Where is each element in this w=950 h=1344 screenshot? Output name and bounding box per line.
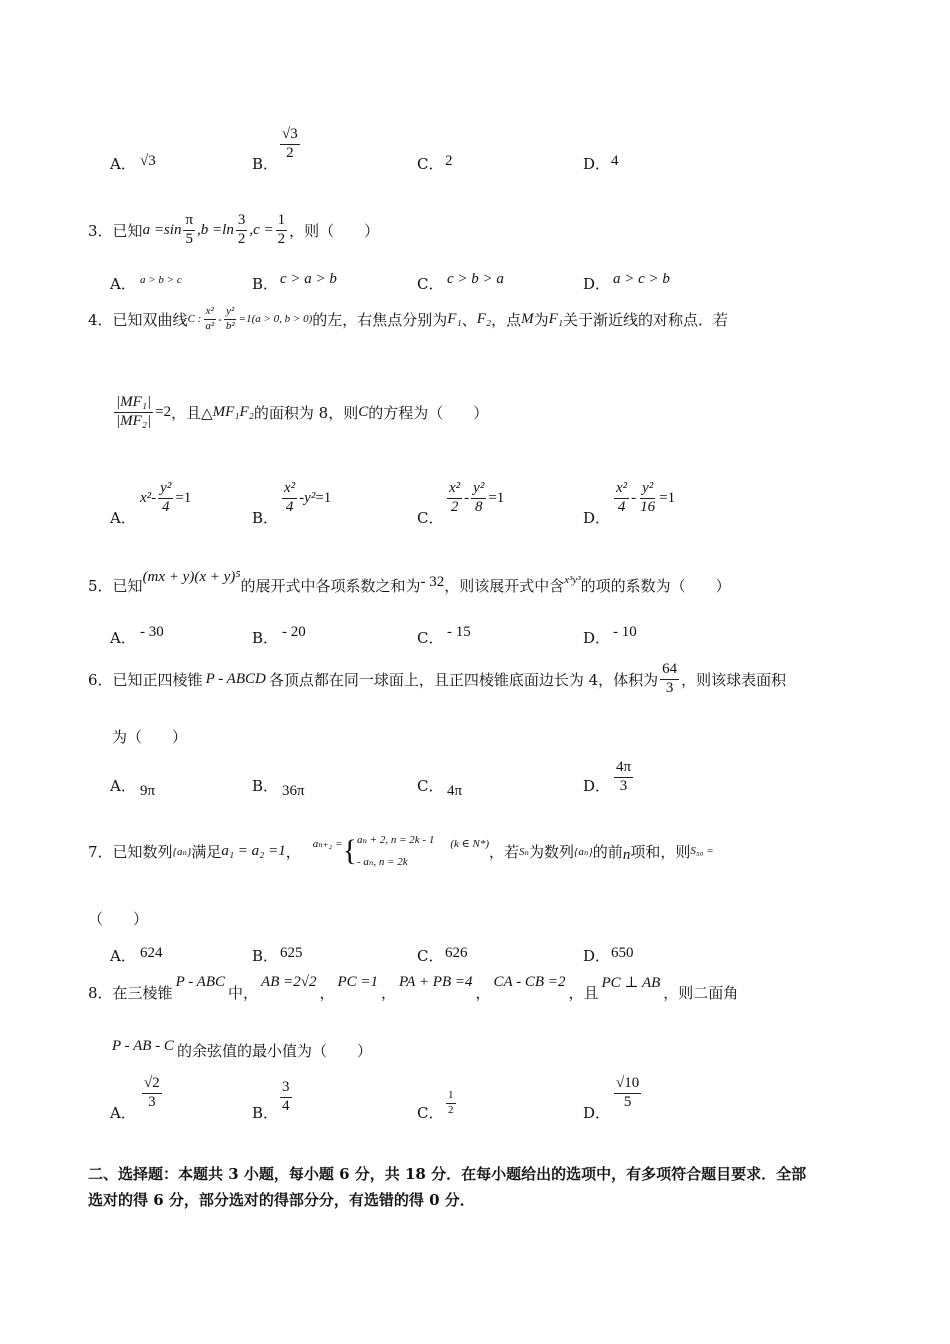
q5-suffix: 的项的系数为（ ） bbox=[580, 577, 731, 595]
q4-mid1: 的左，右焦点分别为 bbox=[312, 310, 448, 329]
q3-a-expr: a =sin bbox=[142, 221, 182, 238]
q3-one: 1 bbox=[276, 213, 288, 231]
q8-option-d-fraction bbox=[614, 1076, 641, 1111]
q4-b-y2: y² bbox=[304, 489, 316, 506]
q6-option-d-denominator: 3 bbox=[619, 777, 628, 794]
q4-option-a-label: A． bbox=[110, 509, 136, 527]
q8-option-b-numerator: 3 bbox=[280, 1080, 292, 1098]
q4-a-den: 4 bbox=[161, 498, 170, 515]
q4-option-c-label: C． bbox=[417, 509, 444, 527]
q2-option-c-label: C． bbox=[417, 155, 444, 173]
q4-d-den2: 16 bbox=[640, 498, 656, 515]
q4-stem-line2 bbox=[112, 395, 488, 430]
q2-option-b-label: B． bbox=[252, 155, 279, 173]
q2-option-b-fraction bbox=[280, 127, 300, 162]
q4-triangle: MF₁F₂ bbox=[212, 403, 254, 420]
q4-option-a-value bbox=[140, 481, 191, 516]
q2-option-b-numerator: √3 bbox=[280, 127, 300, 145]
q5-option-b-label: B． bbox=[252, 629, 279, 647]
q8-option-c-label: C． bbox=[417, 1104, 444, 1122]
q3-two: 2 bbox=[237, 230, 246, 247]
q4-c-y2: y² bbox=[471, 481, 486, 499]
q6-number: 6． bbox=[88, 670, 113, 689]
q3-option-b-label: B． bbox=[252, 275, 279, 293]
q4-y2: y² bbox=[224, 306, 236, 320]
q4-a-minus: - bbox=[151, 489, 157, 506]
q3-option-b-value: c > a > b bbox=[280, 271, 337, 287]
q4-option-b-label: B． bbox=[252, 509, 279, 527]
q6-option-d-label: D． bbox=[583, 777, 611, 795]
section-2-line2: 选对的得 6 分，部分选对的得部分分，有选错的得 0 分． bbox=[88, 1191, 475, 1209]
q6-option-a-label: A． bbox=[110, 777, 136, 795]
q5-option-a-value: - 30 bbox=[140, 624, 164, 640]
q4-x2-over-a2 bbox=[203, 306, 216, 332]
q8-pyramid: P - ABC bbox=[175, 974, 226, 990]
q7-case2: - aₙ, n = 2k bbox=[356, 856, 408, 868]
q8-ab: AB =2√2 bbox=[261, 974, 317, 990]
q8-option-d-denominator: 5 bbox=[623, 1093, 632, 1110]
q4-b-minus: - bbox=[299, 489, 305, 506]
q8-option-c-denominator: 2 bbox=[448, 1103, 454, 1116]
q4-ratio-numerator: |MF₁| bbox=[114, 395, 153, 413]
q8-option-a-label: A． bbox=[110, 1104, 136, 1122]
q3-option-a-label: A． bbox=[110, 275, 136, 293]
q3-three: 3 bbox=[236, 213, 248, 231]
q4-d-eq: =1 bbox=[659, 489, 676, 506]
q4-option-c-value bbox=[445, 481, 504, 516]
q8-perp: PC ⊥ AB bbox=[601, 975, 661, 991]
q8-mid2: ，且 bbox=[568, 984, 599, 1002]
q8-option-c-numerator: 1 bbox=[446, 1090, 456, 1104]
q7-cases bbox=[357, 829, 434, 873]
q8-suffix: ，则二面角 bbox=[663, 984, 739, 1002]
q4-c-colon: C : bbox=[187, 313, 202, 326]
q5-option-c-value: - 15 bbox=[447, 624, 471, 640]
q4-y2-over-b2 bbox=[224, 306, 237, 332]
q6-prefix: 已知正四棱锥 bbox=[112, 670, 203, 689]
q5-option-c-label: C． bbox=[417, 629, 444, 647]
q3-two-b: 2 bbox=[277, 230, 286, 247]
q5-mid2: ，则该展开式中含 bbox=[444, 577, 565, 595]
q4-f1b: F₁ bbox=[548, 310, 563, 327]
q3-number: 3． bbox=[88, 221, 113, 240]
q7-lhs: aₙ₊₂ = bbox=[312, 837, 343, 850]
q8-number: 8． bbox=[88, 984, 113, 1002]
q2-option-a-label: A． bbox=[110, 155, 136, 173]
q6-option-b-label: B． bbox=[252, 777, 279, 795]
q5-option-d-value: - 10 bbox=[613, 624, 637, 640]
q8-pc: PC =1 bbox=[337, 974, 379, 990]
q7-option-d-value: 650 bbox=[611, 945, 634, 961]
q6-stem bbox=[88, 662, 786, 697]
q4-b2: b² bbox=[225, 319, 235, 332]
q7-mid5: 项和，则 bbox=[630, 842, 691, 861]
q8-option-a-numerator: √2 bbox=[142, 1076, 162, 1094]
q4-stem bbox=[88, 306, 728, 332]
q4-b-den: 4 bbox=[285, 498, 294, 515]
q4-c-eq: =1 bbox=[488, 489, 505, 506]
q8-stem-line2 bbox=[112, 1040, 372, 1061]
q7-seq: {aₙ} bbox=[172, 845, 192, 858]
q4-d-fraction2 bbox=[638, 481, 657, 516]
q6-pyramid: P - ABCD bbox=[205, 670, 266, 687]
q8-option-a-denominator: 3 bbox=[148, 1093, 156, 1110]
q4-ratio bbox=[114, 395, 153, 430]
q7-number: 7． bbox=[88, 842, 113, 861]
q4-c-minus: - bbox=[464, 489, 470, 506]
q7-sn: Sₙ bbox=[519, 845, 530, 858]
q7-option-b-label: B． bbox=[252, 947, 279, 965]
q7-stem bbox=[88, 820, 714, 882]
q4-option-d-label: D． bbox=[583, 509, 611, 527]
q4-line2-b: 的面积为 8，则 bbox=[253, 403, 359, 422]
q2-option-d-label: D． bbox=[583, 155, 611, 173]
q4-condition: =1(a > 0, b > 0) bbox=[238, 313, 313, 326]
section-2-line1: 二、选择题：本题共 3 小题，每小题 6 分，共 18 分．在每小题给出的选项中，有多项符合题目要求．全部 bbox=[88, 1165, 807, 1183]
q6-option-d-fraction bbox=[614, 760, 633, 795]
q7-option-d-label: D． bbox=[583, 947, 611, 965]
q6-option-c-label: C． bbox=[417, 777, 444, 795]
q4-sep: 、 bbox=[461, 310, 477, 329]
q4-d-y2: y² bbox=[640, 481, 655, 499]
q8-angle: P - AB - C bbox=[112, 1038, 174, 1054]
q4-minus: - bbox=[218, 312, 222, 326]
q4-f1: F₁ bbox=[447, 310, 462, 327]
q7-init: a₁ = a₂ =1 bbox=[221, 842, 286, 859]
q5-option-d-label: D． bbox=[583, 629, 611, 647]
q3-b-expr: ,b =ln bbox=[197, 221, 234, 238]
q4-mid3: 为 bbox=[533, 310, 549, 329]
q8-c1: ， bbox=[319, 984, 335, 1002]
q8-c2: ， bbox=[381, 984, 397, 1002]
q4-b-eq: =1 bbox=[315, 489, 332, 506]
q7-n: n bbox=[622, 846, 631, 863]
q6-stem-line2: 为（ ） bbox=[112, 728, 188, 746]
q8-option-c-fraction bbox=[446, 1090, 456, 1116]
q6-mid1: 各顶点都在同一球面上，且正四棱锥底面边长为 4，体积为 bbox=[268, 670, 659, 689]
q5-prefix: 已知 bbox=[112, 577, 143, 595]
q8-option-d-label: D． bbox=[583, 1104, 611, 1122]
q3-option-c-label: C． bbox=[417, 275, 444, 293]
q7-prefix: 已知数列 bbox=[112, 842, 173, 861]
q4-line2-c: 的方程为（ ） bbox=[368, 403, 489, 422]
q2-option-a-value: √3 bbox=[140, 153, 156, 169]
q7-mid1: 满足 bbox=[191, 842, 222, 861]
q4-c-x2: x² bbox=[447, 481, 462, 499]
q4-c-fraction2 bbox=[471, 481, 486, 516]
q4-d-fraction1 bbox=[614, 481, 629, 516]
q8-cacb: CA - CB =2 bbox=[493, 974, 566, 990]
q6-option-c-value: 4π bbox=[447, 783, 463, 799]
q6-volume bbox=[660, 662, 679, 697]
q5-mid1: 的展开式中各项系数之和为 bbox=[240, 577, 421, 595]
q4-mid4: 关于渐近线的对称点．若 bbox=[563, 310, 729, 329]
q2-option-c-value: 2 bbox=[445, 153, 453, 169]
q5-option-a-label: A． bbox=[110, 629, 136, 647]
q5-number: 5． bbox=[88, 577, 113, 595]
q7-s50: S₅₀ = bbox=[690, 845, 714, 857]
q8-option-d-numerator: √10 bbox=[614, 1076, 641, 1094]
q7-mid3: 为数列 bbox=[529, 842, 575, 861]
q4-ratio-eq: =2 bbox=[155, 403, 172, 420]
q4-line2-a: ，且△ bbox=[171, 403, 213, 422]
q7-option-a-label: A． bbox=[110, 947, 136, 965]
q4-c-den1: 2 bbox=[450, 498, 459, 515]
q4-c-den2: 8 bbox=[474, 498, 483, 515]
q3-five: 5 bbox=[185, 230, 193, 247]
q3-pi: π bbox=[183, 213, 195, 231]
q8-stem bbox=[88, 974, 739, 1003]
q8-prefix: 在三棱锥 bbox=[112, 984, 173, 1002]
q3-pi-over-5 bbox=[183, 213, 195, 248]
q4-a-eq: =1 bbox=[175, 489, 192, 506]
q8-option-b-fraction bbox=[280, 1080, 292, 1115]
q3-suffix: ，则（ ） bbox=[289, 221, 380, 240]
q6-volume-denominator: 3 bbox=[665, 679, 674, 696]
q3-option-d-value: a > c > b bbox=[613, 271, 670, 287]
q6-option-a-value: 9π bbox=[140, 783, 156, 799]
q6-volume-numerator: 64 bbox=[660, 662, 679, 680]
q4-b-fraction bbox=[282, 481, 297, 516]
q4-c-fraction1 bbox=[447, 481, 462, 516]
q5-sum-value: - 32 bbox=[420, 574, 445, 590]
q5-option-b-value: - 20 bbox=[282, 624, 306, 640]
q4-mid2: ，点 bbox=[491, 310, 522, 329]
q7-case1: aₙ + 2, n = 2k - 1 bbox=[356, 834, 435, 846]
q8-mid1: 中， bbox=[228, 984, 259, 1002]
q2-option-b-denominator: 2 bbox=[286, 144, 294, 161]
q3-one-half bbox=[276, 213, 288, 248]
q3-option-d-label: D． bbox=[583, 275, 611, 293]
q7-option-a-value: 624 bbox=[140, 945, 163, 961]
q4-f2: F₂ bbox=[476, 310, 492, 327]
q5-stem bbox=[88, 569, 731, 596]
q4-prefix: 已知双曲线 bbox=[112, 310, 188, 329]
q8-papb: PA + PB =4 bbox=[399, 974, 473, 990]
q5-term: x³y³ bbox=[564, 573, 581, 586]
q7-mid4: 的前 bbox=[592, 842, 623, 861]
q8-option-b-label: B． bbox=[252, 1104, 279, 1122]
q4-a-x2: x² bbox=[140, 489, 152, 506]
q7-seq2: {aₙ} bbox=[574, 845, 593, 858]
q2-option-d-value: 4 bbox=[611, 153, 619, 169]
q3-option-a-value: a > b > c bbox=[140, 274, 182, 286]
q8-option-b-denominator: 4 bbox=[282, 1097, 290, 1114]
q3-option-c-value: c > b > a bbox=[447, 271, 504, 287]
q7-mid2: ，若 bbox=[489, 842, 520, 861]
q4-x2: x² bbox=[204, 306, 216, 320]
q4-a-y2: y² bbox=[158, 481, 173, 499]
q4-option-b-value bbox=[280, 481, 331, 516]
q4-d-x2: x² bbox=[614, 481, 629, 499]
q8-c3: ， bbox=[475, 984, 491, 1002]
q6-option-b-value: 36π bbox=[282, 783, 305, 799]
q7-option-c-label: C． bbox=[417, 947, 444, 965]
q7-option-c-value: 626 bbox=[445, 945, 468, 961]
q8-option-a-fraction bbox=[142, 1076, 162, 1111]
q4-number: 4． bbox=[88, 310, 113, 329]
q4-c2: C bbox=[358, 403, 369, 420]
q4-a2: a² bbox=[205, 319, 215, 332]
q4-ratio-denominator: |MF₂| bbox=[116, 412, 152, 429]
q6-suffix: ，则该球表面积 bbox=[681, 670, 787, 689]
q7-stem-line2: （ ） bbox=[88, 910, 149, 928]
q4-a-fraction bbox=[158, 481, 173, 516]
q7-option-b-value: 625 bbox=[280, 945, 303, 961]
q8-line2: 的余弦值的最小值为（ ） bbox=[176, 1042, 372, 1060]
q7-brace: { bbox=[342, 834, 357, 867]
q5-expr: (mx + y)(x + y)⁵ bbox=[142, 569, 241, 585]
q6-option-d-numerator: 4π bbox=[614, 760, 633, 778]
q3-c-expr: ,c = bbox=[249, 221, 274, 238]
q3-stem bbox=[88, 213, 379, 248]
q4-m: M bbox=[521, 310, 534, 327]
q7-comma: ， bbox=[285, 842, 301, 861]
q4-option-d-value bbox=[612, 481, 675, 516]
q4-d-den1: 4 bbox=[617, 498, 626, 515]
q7-cond: (k ∈ N*) bbox=[450, 837, 490, 850]
q3-three-halves bbox=[236, 213, 248, 248]
q3-prefix: 已知 bbox=[112, 221, 143, 240]
q4-d-minus: - bbox=[631, 489, 637, 506]
q4-b-x2: x² bbox=[282, 481, 297, 499]
